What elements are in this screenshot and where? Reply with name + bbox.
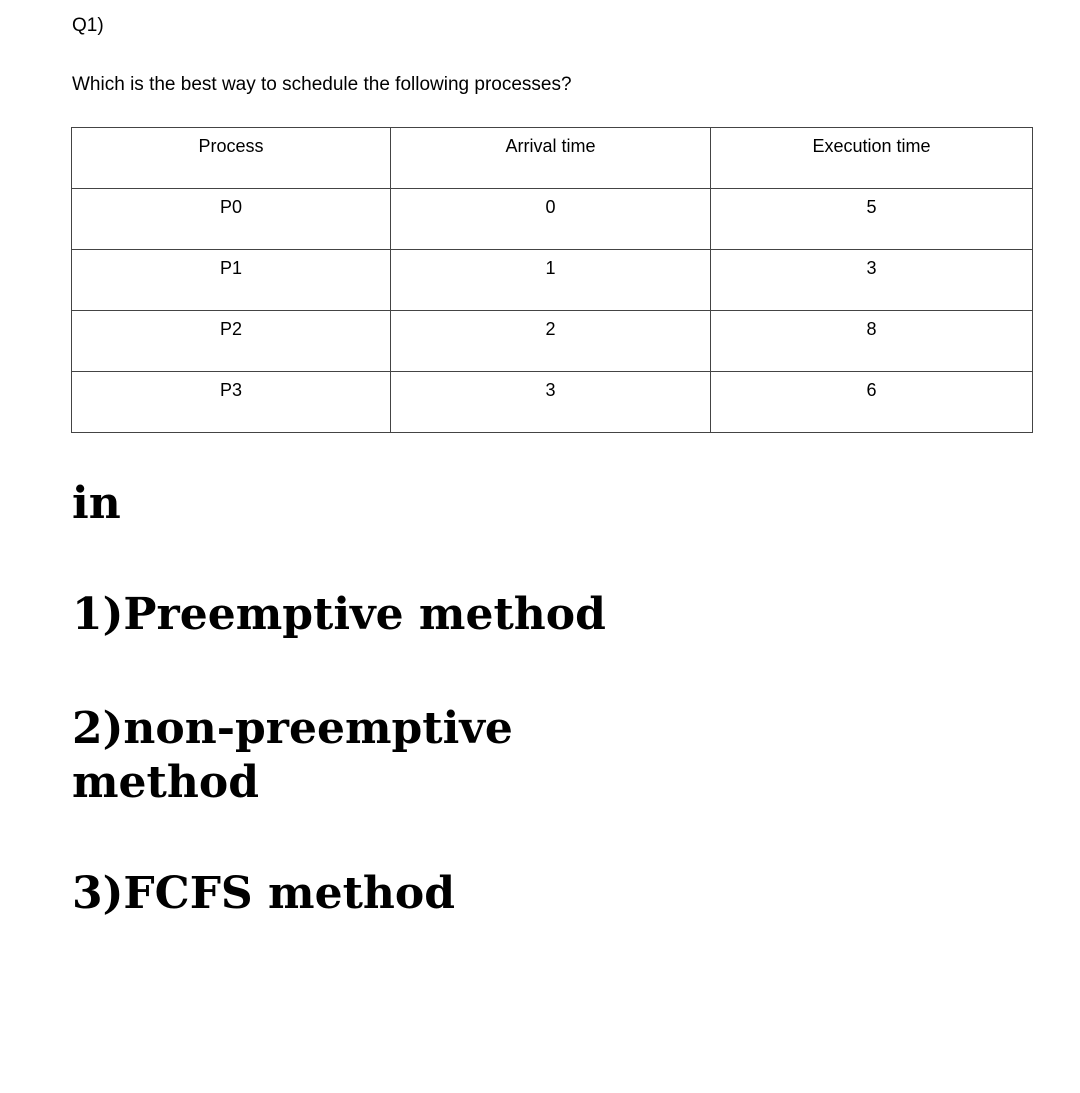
cell-execution: 8: [711, 311, 1033, 372]
header-process: Process: [72, 128, 391, 189]
question-text: Which is the best way to schedule the following processes?: [72, 74, 572, 95]
cell-process: P0: [72, 189, 391, 250]
header-execution-time: Execution time: [711, 128, 1033, 189]
table-row: [72, 311, 1033, 372]
option-preemptive: 1)Preemptive method: [72, 589, 606, 640]
table-row: [72, 372, 1033, 433]
cell-execution: 5: [711, 189, 1033, 250]
process-table: [71, 127, 1033, 433]
cell-arrival: 0: [391, 189, 711, 250]
option-non-preemptive: 2)non-preemptive method: [72, 703, 513, 808]
option-fcfs: 3)FCFS method: [72, 868, 456, 919]
cell-execution: 6: [711, 372, 1033, 433]
table-header-row: [72, 128, 1033, 189]
header-arrival-time: Arrival time: [391, 128, 711, 189]
question-number: Q1): [72, 15, 104, 36]
cell-arrival: 3: [391, 372, 711, 433]
table-row: [72, 189, 1033, 250]
table-row: [72, 250, 1033, 311]
in-word: in: [72, 478, 121, 529]
cell-arrival: 1: [391, 250, 711, 311]
cell-process: P3: [72, 372, 391, 433]
cell-process: P2: [72, 311, 391, 372]
cell-arrival: 2: [391, 311, 711, 372]
cell-process: P1: [72, 250, 391, 311]
cell-execution: 3: [711, 250, 1033, 311]
